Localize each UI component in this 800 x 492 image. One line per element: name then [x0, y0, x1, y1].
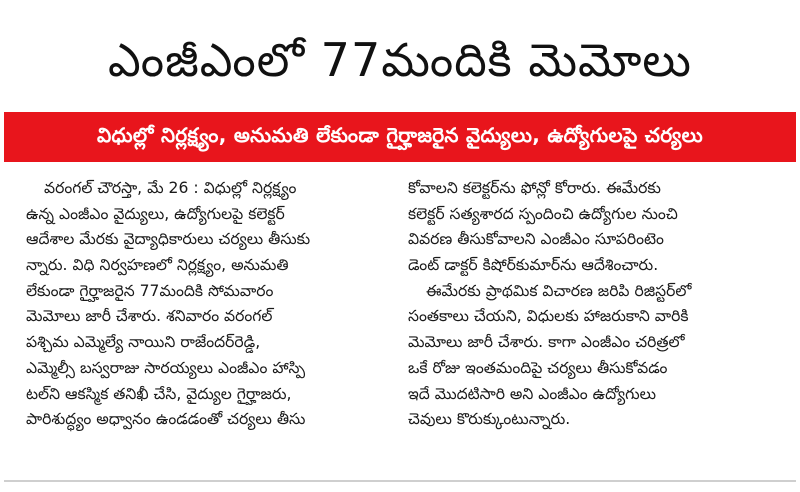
text-line: లేకుండా గైర్హాజరైన 77మందికి సోమవారం [26, 281, 274, 300]
text-line: మెమోలు జారీ చేశారు. శనివారం వరంగల్ [26, 307, 273, 326]
text-line: పారిశుద్ధ్యం అధ్వానం ఉండడంతో చర్యలు తీసు [26, 410, 306, 429]
text-line: చెవులు కొరుక్కుంటున్నారు. [408, 410, 571, 429]
text-line: కోవాలని కలెక్టర్‌ను ఫోన్లో కోరారు. ఈమేరకు [408, 179, 661, 197]
text-line: పశ్చిమ ఎమ్మెల్యే నాయిని రాజేందర్‌రెడ్డి, [26, 333, 261, 352]
bottom-divider [4, 480, 796, 482]
text-line: కలెక్టర్ సత్యశారద స్పందించి ఉద్యోగుల నుంచి [408, 204, 678, 223]
text-line: మెమోలు జారీ చేశారు. కాగా ఎంజీఎం చరిత్రలో [408, 333, 685, 352]
subheadline-banner [4, 112, 796, 162]
subheadline: విధుల్లో నిర్లక్ష్యం, అనుమతి లేకుండా గైర్హాజరైన వైద్యులు, ఉద్యోగులపై చర్యలు [96, 122, 704, 147]
headline: ఎంజీఎంలో 77మందికి మెమోలు [108, 33, 692, 87]
text-line: న్నారు. విధి నిర్వహణలో నిర్లక్ష్యం, అనుమతి [26, 256, 289, 275]
text-line: డెంట్ డాక్టర్ కిషోర్‌కుమార్‌ను ఆదేశించారు. [408, 256, 659, 275]
text-line: ఇదే మొదటిసారి అని ఎంజీఎం ఉద్యోగులు [408, 384, 657, 403]
text-line: ఆదేశాల మేరకు వైద్యాధికారులు చర్యలు తీసుకు [26, 230, 311, 249]
text-line: ఈమేరకు ప్రాథమిక విచారణ జరిపి రిజిస్టర్‌లో [426, 281, 692, 300]
text-line: సంతకాలు చేయని, విధులకు హాజరుకాని వారికి [408, 307, 689, 326]
text-line: ఉన్న ఎంజీఎం వైద్యులు, ఉద్యోగులపై కలెక్టర్ [26, 204, 285, 223]
text-line: ఒకే రోజు ఇంతమందిపై చర్యలు తీసుకోవడం [408, 358, 668, 377]
text-line: వరంగల్ చౌరస్తా, మే 26 : విధుల్లో నిర్లక్ష్యం [44, 179, 297, 197]
text-line: ఎమ్మెల్సీ బస్వరాజు సారయ్యలు ఎంజీఎం హాస్పి [26, 358, 306, 377]
text-line: టల్‌ని ఆకస్మిక తనిఖీ చేసి, వైద్యుల గైర్హాజరు, [26, 384, 292, 403]
article-column-right [408, 176, 778, 433]
text-line: వివరణ తీసుకోవాలని ఎంజీఎం సూపరింటెం [408, 230, 664, 249]
article-column-left [26, 176, 398, 433]
